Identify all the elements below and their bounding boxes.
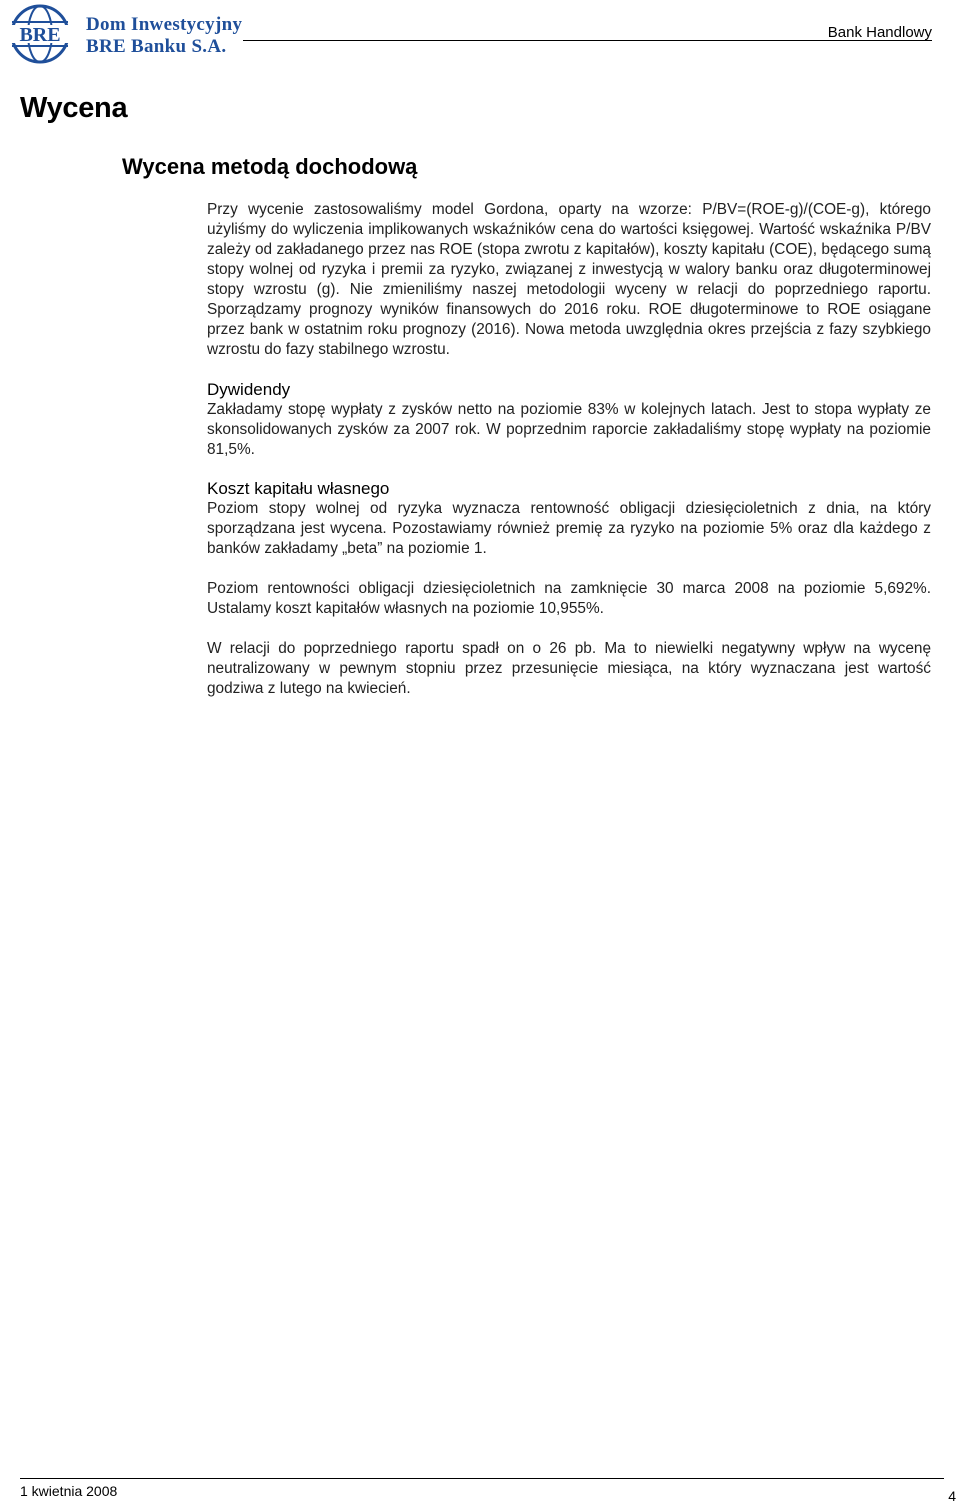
svg-text:BRE: BRE	[19, 24, 61, 46]
globe-logo-icon	[2, 4, 80, 64]
cost-of-equity-paragraph-2: Poziom rentowności obligacji dziesięcioletnich na zamknięcie 30 marca 2008 na poziomie 5,692%. Ustalamy koszt kapitałów własnych na poziomie 10,955%.	[207, 580, 931, 617]
section-title: Wycena metodą dochodową	[122, 154, 418, 179]
page-title: Wycena	[20, 92, 128, 124]
intro-paragraph: Przy wycenie zastosowaliśmy model Gordona, oparty na wzorze: P/BV=(ROE-g)/(COE-g), którego użyliśmy do wyliczenia implikowanych wskaźników cena do wartości księgowej. Wartość wskaźnika P/BV zależy od zakładanego przez nas ROE (stopa zwrotu z kapitałów), koszty kapitału (COE), będącego sumą stopy wolnej od ryzyka i premii za ryzyko, związanej z inwestycją w walory banku oraz długoterminowej stopy wzrostu (g). Nie zmieniliśmy naszej metodologii wyceny w relacji do poprzedniego raportu. Sporządzamy prognozy wyników finansowych do 2016 roku. ROE długoterminowe to ROE osiągane przez bank w ostatnim roku prognozy (2016). Nowa metoda uwzględnia okres przejścia z fazy szybkiego wzrostu do fazy stabilnego wzrostu.	[207, 201, 931, 358]
logo-line-1: Dom Inwestycyjny	[86, 14, 243, 35]
dividends-heading: Dywidendy	[207, 380, 291, 399]
logo-wordmark	[86, 14, 242, 58]
report-body	[207, 200, 931, 699]
footer-divider	[20, 1478, 944, 1479]
cost-of-equity-paragraph-3: W relacji do poprzedniego raportu spadł on o 26 pb. Ma to niewielki negatywny wpływ na wycenę neutralizowany w pewnym stopniu przez przesunięcie miesiąca, na który wyznaczana jest wartość godziwa z lutego na kwiecień.	[207, 640, 931, 697]
brand-logo	[2, 4, 252, 64]
logo-line-2: BRE Banku S.A.	[86, 36, 227, 57]
cost-of-equity-heading: Koszt kapitału własnego	[207, 479, 390, 498]
company-name: Bank Handlowy	[827, 24, 932, 41]
cost-of-equity-paragraph-1: Poziom stopy wolnej od ryzyka wyznacza rentowność obligacji dziesięcioletnich z dnia, na który sporządzana jest wycena. Pozostawiamy również premię za ryzyko na poziomie 5% oraz dla każdego z banków zakładamy „beta” na poziomie 1.	[207, 500, 931, 557]
dividends-paragraph: Zakładamy stopę wypłaty z zysków netto na poziomie 83% w kolejnych latach. Jest to stopa wypłaty ze skonsolidowanych zysków za 2007 rok. W poprzednim raporcie zakładaliśmy stopę wypłaty na poziomie 81,5%.	[207, 401, 931, 458]
page-number: 4	[948, 1488, 956, 1504]
report-date: 1 kwietnia 2008	[20, 1483, 118, 1499]
